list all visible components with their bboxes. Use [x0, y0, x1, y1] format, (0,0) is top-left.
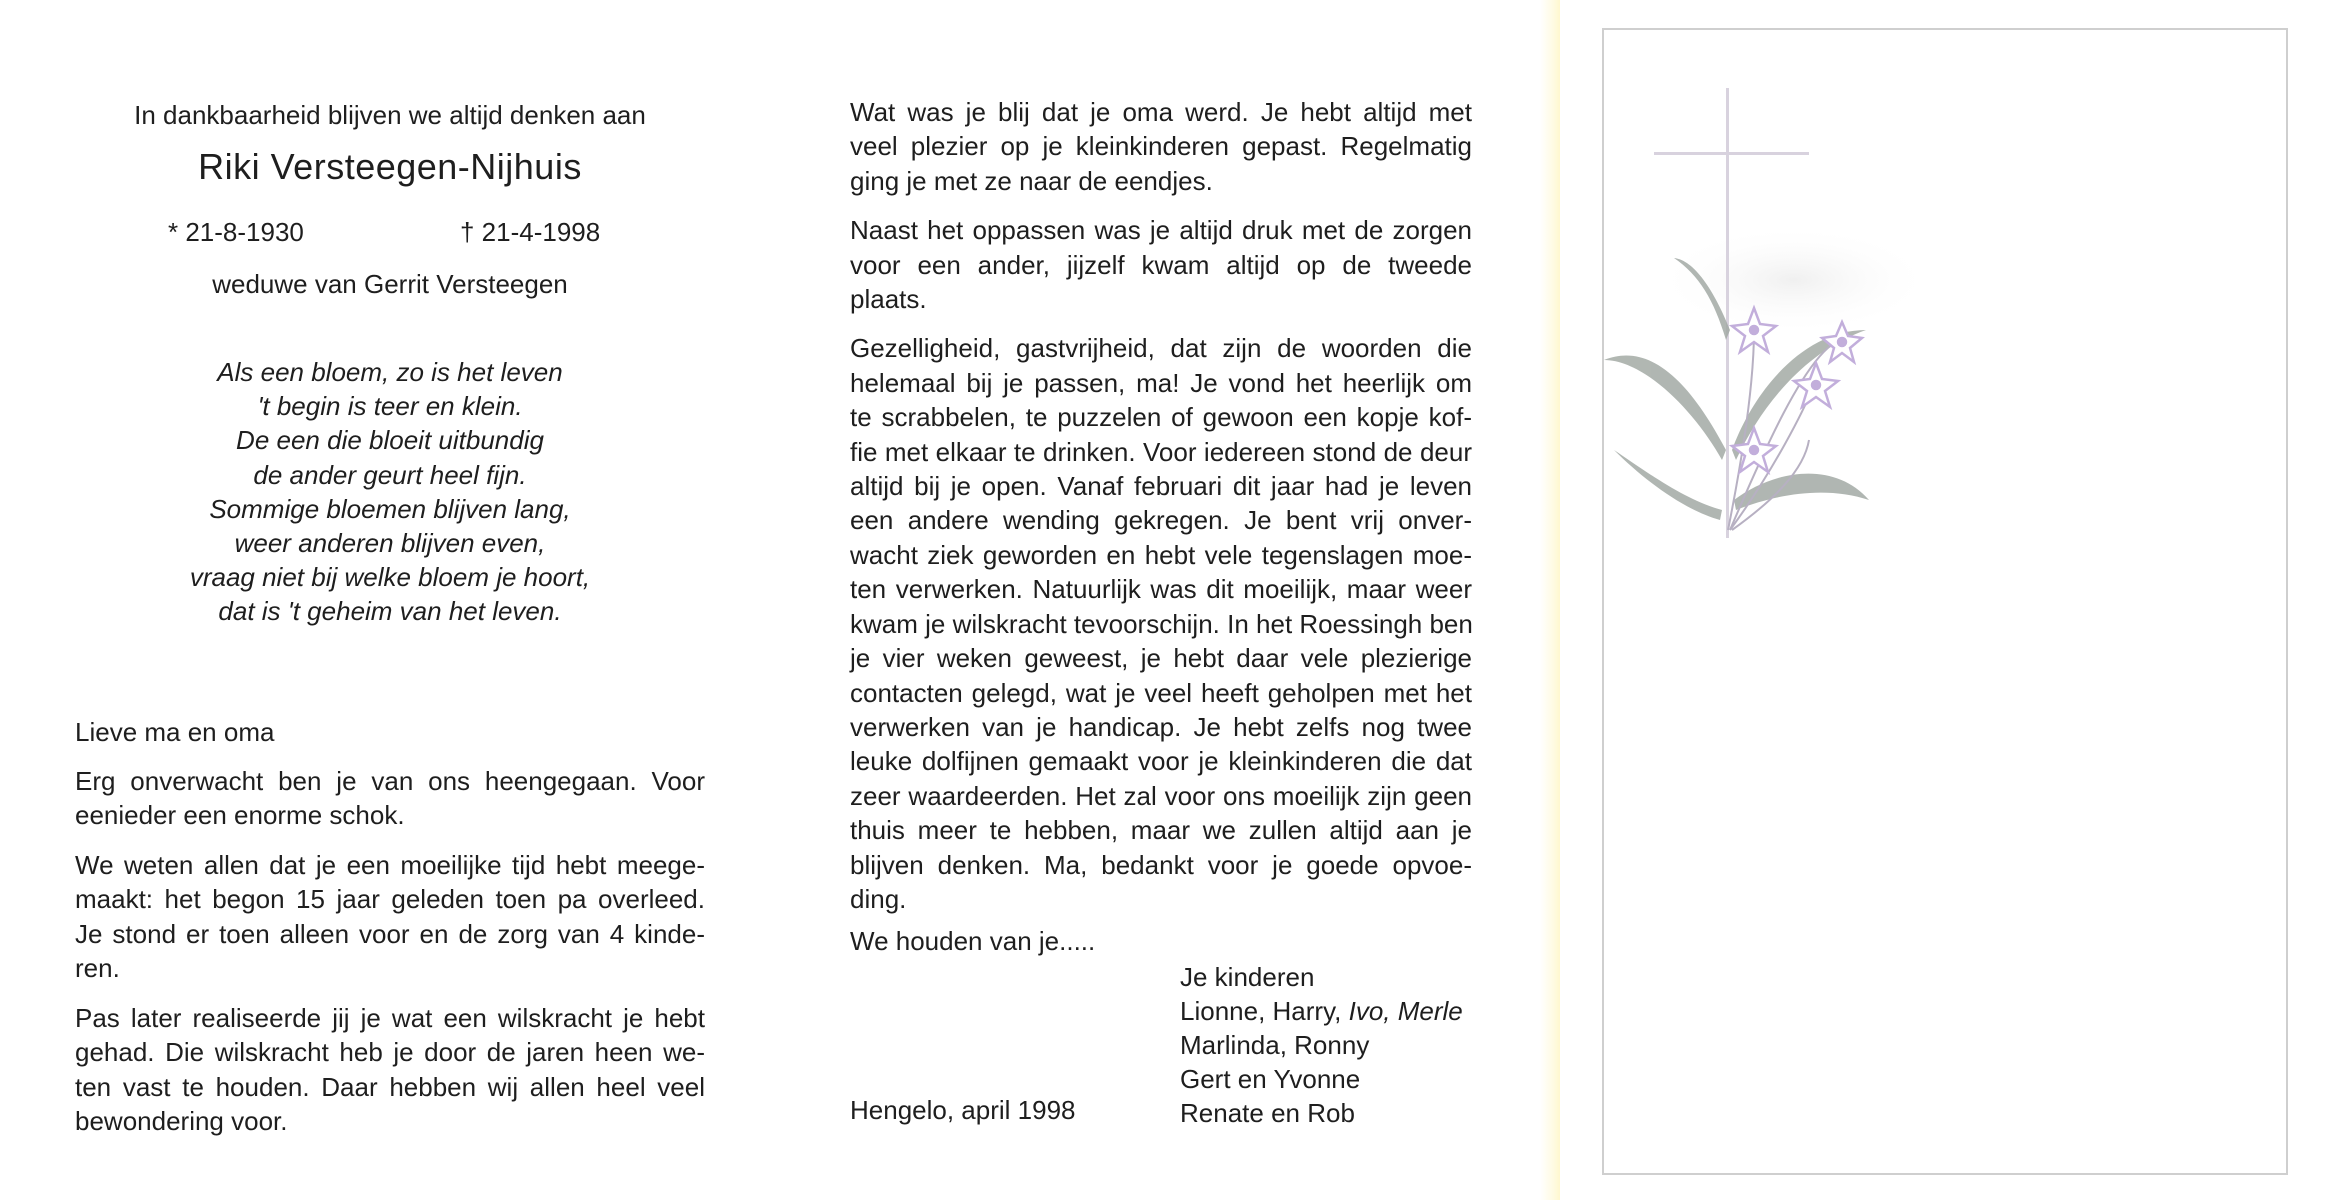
signature-line: Renate en Rob [1180, 1098, 1355, 1128]
text-line: ten vast te houden. Daar hebben wij allen heel veel [75, 1071, 705, 1102]
signature-names: Lionne, Harry, [1180, 996, 1349, 1026]
widow-line: weduwe van Gerrit Versteegen [212, 269, 568, 299]
poem-line: weer anderen blijven even, [234, 528, 546, 559]
text-line: te scrabbelen, te puzzelen of gewoon een kopje kof- [850, 402, 1472, 433]
text-line: Erg onverwacht ben je van ons heengegaan. Voor [75, 765, 705, 796]
poem [0, 355, 780, 629]
signature-line [1180, 994, 1463, 1028]
text-line: Gezelligheid, gastvrijheid, dat zijn de woorden die [850, 333, 1472, 364]
closing-line: We houden van je..... [850, 926, 1096, 956]
text-line: je vier weken geweest, je hebt daar vele plezierige [850, 643, 1472, 674]
text-line: Pas later realiseerde jij je wat een wilskracht je hebt [75, 1002, 705, 1033]
deceased-name: Riki Versteegen-Nijhuis [198, 146, 582, 187]
cross-vertical [1726, 88, 1729, 538]
middle-letter [850, 95, 1472, 931]
text-line: Wat was je blij dat je oma werd. Je hebt altijd met [850, 97, 1472, 127]
signature-line: Gert en Yvonne [1180, 1064, 1361, 1094]
text-line: ding. [850, 883, 907, 914]
poem-line: De een die bloeit uitbundig [236, 425, 544, 456]
text-line: bewondering voor. [75, 1106, 288, 1136]
birth-date: * 21-8-1930 [168, 217, 304, 247]
salutation: Lieve ma en oma [75, 717, 275, 747]
text-line: We weten allen dat je een moeilijke tijd hebt meege- [75, 849, 705, 880]
cloud-shape [1654, 225, 1934, 335]
intro-line: In dankbaarheid blijven we altijd denken aan [134, 100, 646, 130]
cross-horizontal [1654, 152, 1809, 155]
poem-line: Als een bloem, zo is het leven [217, 357, 563, 387]
text-line: ten verwerken. Natuurlijk was dit moeilijk, maar weer [850, 574, 1472, 605]
place-date: Hengelo, april 1998 [850, 1095, 1076, 1125]
text-line: kwam je wilskracht tevoorschijn. In het Roessingh ben [850, 608, 1473, 639]
poem-line: Sommige bloemen blijven lang, [209, 493, 571, 524]
text-line: eenieder een enorme schok. [75, 800, 405, 830]
text-line: wacht ziek geworden en hebt vele tegenslagen moe- [850, 539, 1472, 570]
text-line: helemaal bij je passen, ma! Je vond het heerlijk om [850, 367, 1472, 398]
cover-card [1602, 28, 2288, 1175]
text-line: verwerken van je handicap. Je hebt zelfs nog twee [850, 711, 1472, 742]
cross-flower-illustration [1604, 30, 2290, 1177]
text-line: maakt: het begon 15 jaar geleden toen pa overleed. [75, 884, 705, 914]
text-line: altijd bij je open. Vanaf februari dit jaar had je leven [850, 471, 1472, 502]
left-letter [75, 715, 705, 1154]
text-line: voor een ander, jijzelf kwam altijd op de tweede [850, 249, 1472, 280]
text-line: contacten gelegd, wat je veel heeft geholpen met het [850, 677, 1472, 708]
text-line: een andere wending gekregen. Je bent vrij onver- [850, 505, 1472, 536]
text-line: leuke dolfijnen gemaakt voor je kleinkinderen die dat [850, 746, 1472, 777]
text-line: ging je met ze naar de eendjes. [850, 165, 1213, 196]
poem-line: 't begin is teer en klein. [257, 391, 523, 422]
death-date: † 21-4-1998 [460, 217, 601, 247]
fold-shadow [1540, 0, 1562, 1200]
text-line: blijven denken. Ma, bedankt voor je goede opvoe- [850, 849, 1472, 880]
text-line: plaats. [850, 284, 927, 315]
poem-line: de ander geurt heel fijn. [253, 459, 527, 490]
signature-line: Marlinda, Ronny [1180, 1030, 1370, 1060]
text-line: veel plezier op je kleinkinderen gepast. Regelmatig [850, 131, 1472, 162]
text-line: ren. [75, 953, 120, 983]
text-line: Naast het oppassen was je altijd druk met de zorgen [850, 215, 1472, 246]
text-line: zeer waardeerden. Het zal voor ons moeilijk zijn geen [850, 780, 1472, 811]
text-line: gehad. Die wilskracht heb je door de jaren heen we- [75, 1037, 705, 1067]
signature-line: Je kinderen [1180, 962, 1315, 992]
poem-line: dat is 't geheim van het leven. [218, 596, 562, 627]
text-line: fie met elkaar te drinken. Voor iedereen stond de deur [850, 436, 1472, 467]
signatures [1180, 960, 1463, 1130]
poem-line: vraag niet bij welke bloem je hoort, [189, 562, 591, 593]
text-line: thuis meer te hebben, maar we zullen altijd aan je [850, 815, 1472, 846]
signature-names-italic: Ivo, Merle [1348, 996, 1463, 1026]
text-line: Je stond er toen alleen voor en de zorg van 4 kinde- [75, 918, 705, 949]
